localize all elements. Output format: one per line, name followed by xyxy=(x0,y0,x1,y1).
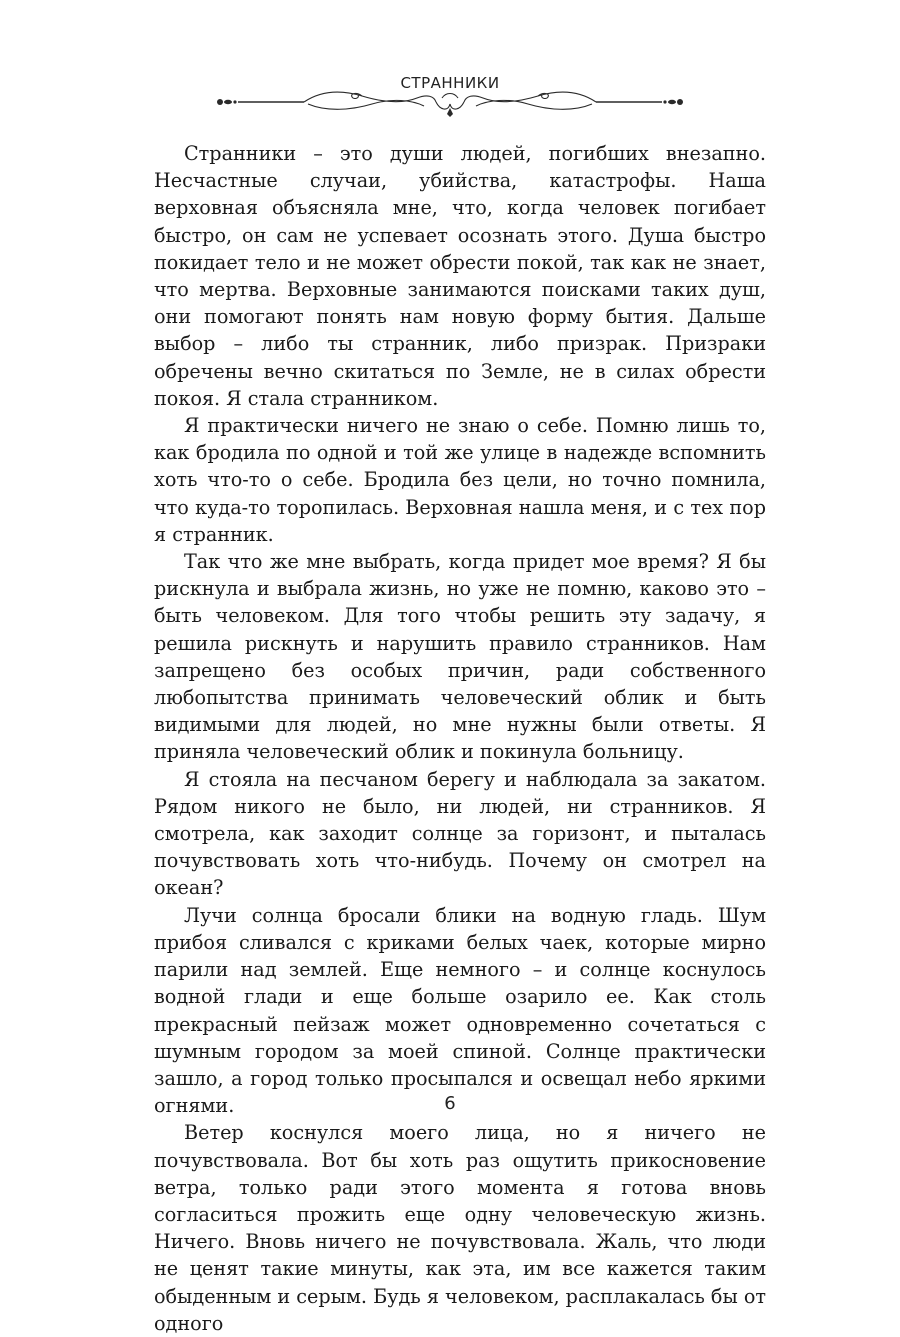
paragraph: Я стояла на песчаном берегу и наблюдала за закатом. Рядом никого не было, ни людей, ни странников. Я смотрела, как заходит солнце за горизонт, и пыталась почувствовать хоть что-нибудь. Почему он смотрел на океан? xyxy=(154,767,766,900)
running-title: СТРАННИКИ xyxy=(400,74,500,92)
paragraph: Ветер коснулся моего лица, но я ничего не почувствовала. Вот бы хоть раз ощутить прикосновение ветра, только ради этого момента я готова вновь согласиться прожить еще одну человеческую жизнь. Ничего. Вновь ничего не почувствовала. Жаль, что люди не ценят такие минуты, как эта, им все кажется таким обыденным и серым. Будь я человеком, расплакалась бы от одного xyxy=(154,1121,766,1335)
paragraph: Лучи солнца бросали блики на водную гладь. Шум прибоя сливался с криками белых чаек, которые мирно парили над землей. Еще немного – и солнце коснулось водной глади и еще больше озарило ее. Как столь прекрасный пейзаж может одновременно сочетаться с шумным городом за моей спиной. Солнце практически зашло, а город только просыпался и освещал небо яркими огнями. xyxy=(154,903,766,1118)
body-text xyxy=(154,140,766,1337)
paragraph: Я практически ничего не знаю о себе. Помню лишь то, как бродила по одной и той же улице в надежде вспомнить хоть что-то о себе. Бродила без цели, но точно помнила, что куда-то торопилась. Верховная нашла меня, и с тех пор я странник. xyxy=(154,414,766,546)
paragraph: Странники – это души людей, погибших внезапно. Несчастные случаи, убийства, катастрофы. Наша верховная объясняла мне, что, когда человек погибает быстро, он сам не успевает осознать этого. Душа быстро покидает тело и не может обрести покой, так как не знает, что мертва. Верховные занимаются поисками таких душ, они помогают понять нам новую форму бытия. Дальше выбор – либо ты странник, либо призрак. Призраки обречены вечно скитаться по Земле, не в силах обрести покоя. Я стала странником. xyxy=(154,142,766,410)
paragraph: Так что же мне выбрать, когда придет мое время? Я бы рискнула и выбрала жизнь, но уже не помню, каково это – быть человеком. Для того чтобы решить эту задачу, я решила рискнуть и нарушить правило странников. Нам запрещено без особых причин, ради собственного любопытства принимать человеческий облик и быть видимыми для людей, но мне нужны были ответы. Я приняла человеческий облик и покинула больницу. xyxy=(154,550,766,764)
ornamental-divider-icon xyxy=(212,88,688,118)
page-number: 6 xyxy=(444,1093,456,1114)
